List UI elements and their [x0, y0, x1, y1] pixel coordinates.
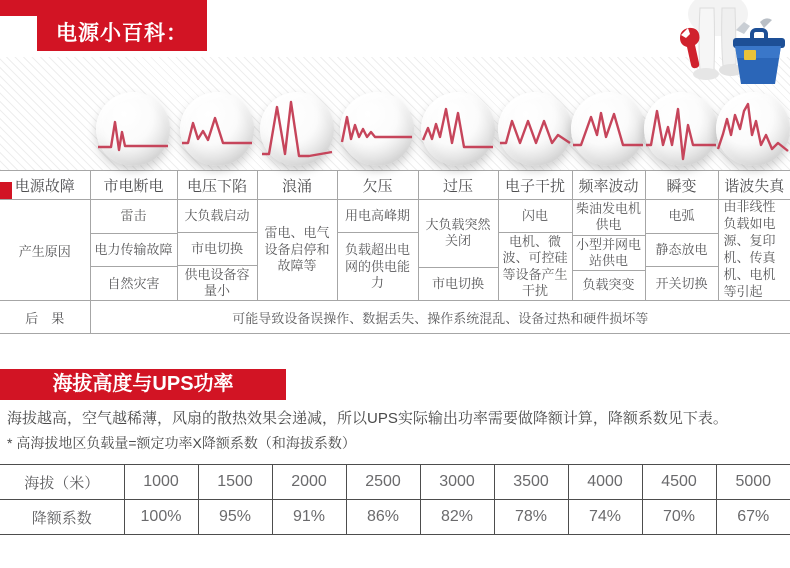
altitude-value: 1500	[198, 465, 272, 500]
factor-row-label: 降额系数	[0, 500, 124, 535]
harmonic-waveform-icon	[716, 92, 790, 166]
factor-value: 82%	[420, 500, 494, 535]
altitude-value: 5000	[716, 465, 790, 500]
undervoltage-waveform-icon	[340, 92, 414, 166]
col-header-transient: 瞬变	[645, 171, 718, 200]
causes-surge	[257, 200, 337, 301]
fault-sphere-blackout	[96, 92, 170, 166]
factor-value: 95%	[198, 500, 272, 535]
factor-value: 74%	[568, 500, 642, 535]
altitude-value: 1000	[124, 465, 198, 500]
factor-value: 70%	[642, 500, 716, 535]
causes-overvoltage	[418, 200, 498, 301]
cause-cell: 市电切换	[419, 267, 498, 300]
col-header-fault: 电源故障	[0, 171, 90, 200]
causes-blackout	[90, 200, 177, 301]
altitude-section-title: 海拔高度与UPS功率	[0, 369, 286, 400]
col-header-harmonic: 谐波失真	[718, 171, 790, 200]
cause-cell: 雷电、电气设备启停和故障等	[264, 224, 330, 274]
altitude-intro-text: 海拔越高，空气越稀薄，风扇的散热效果会递减，所以UPS实际输出功率需要做降额计算，降额系数见下表。	[7, 410, 728, 427]
page-title: 电源小百科：	[37, 16, 207, 51]
toolbox-icon	[733, 18, 785, 84]
cause-cell: 电弧	[668, 208, 695, 224]
cause-cell: 雷击	[120, 208, 147, 224]
frequency-waveform-icon	[571, 92, 645, 166]
col-header-blackout: 市电断电	[90, 171, 177, 200]
cause-cell: 电力传输故障	[91, 233, 177, 267]
cause-cell: 小型并网电站供电	[573, 235, 645, 271]
factor-value: 67%	[716, 500, 790, 535]
causes-sag	[177, 200, 257, 301]
col-header-sag: 电压下陷	[177, 171, 257, 200]
fault-sphere-overvoltage	[421, 92, 495, 166]
causes-harmonic	[718, 200, 790, 301]
cause-cell: 开关切换	[646, 266, 718, 300]
altitude-value: 4000	[568, 465, 642, 500]
factor-value: 86%	[346, 500, 420, 535]
banner-top-strip	[0, 0, 207, 16]
fault-table-causes-row	[0, 200, 790, 301]
altitude-value: 3000	[420, 465, 494, 500]
transient-waveform-icon	[644, 92, 718, 166]
cause-cell: 负载超出电网的供电能力	[338, 232, 418, 300]
factor-value: 91%	[272, 500, 346, 535]
sag-waveform-icon	[180, 92, 254, 166]
col-header-undervoltage: 欠压	[337, 171, 418, 200]
interference-waveform-icon	[498, 92, 572, 166]
col-header-overvoltage: 过压	[418, 171, 498, 200]
causes-transient	[645, 200, 718, 301]
fault-table-header-row	[0, 171, 790, 200]
power-fault-table	[0, 170, 790, 334]
causes-undervoltage	[337, 200, 418, 301]
altitude-derating-table	[0, 464, 790, 535]
altitude-value: 2000	[272, 465, 346, 500]
cause-cell: 柴油发电机供电	[575, 201, 641, 233]
cause-cell: 电机、微波、可控硅等设备产生干扰	[499, 232, 572, 300]
surge-waveform-icon	[260, 92, 334, 166]
fault-table-result-row	[0, 301, 790, 334]
altitude-value: 3500	[494, 465, 568, 500]
fault-sphere-transient	[644, 92, 718, 166]
fault-sphere-surge	[260, 92, 334, 166]
col-header-frequency: 频率波动	[572, 171, 645, 200]
factor-row	[0, 500, 790, 535]
fault-sphere-harmonic	[716, 92, 790, 166]
fault-sphere-undervoltage	[340, 92, 414, 166]
altitude-value: 2500	[346, 465, 420, 500]
cause-cell: 大负载启动	[184, 207, 250, 223]
cause-cell: 负载突变	[573, 270, 645, 300]
cause-cell: 市电切换	[178, 232, 257, 265]
result-row-label: 后 果	[0, 301, 90, 334]
factor-value: 78%	[494, 500, 568, 535]
causes-interference	[498, 200, 572, 301]
cause-cell: 用电高峰期	[344, 208, 410, 224]
fault-sphere-interference	[498, 92, 572, 166]
causes-row-label: 产生原因	[0, 200, 90, 301]
red-square-marker	[0, 182, 12, 199]
blackout-waveform-icon	[96, 92, 170, 166]
cause-cell: 闪电	[521, 207, 548, 223]
col-header-surge: 浪涌	[257, 171, 337, 200]
altitude-row-label: 海拔（米）	[0, 465, 124, 500]
cause-cell: 自然灾害	[91, 266, 177, 300]
overvoltage-waveform-icon	[421, 92, 495, 166]
altitude-row	[0, 465, 790, 500]
causes-frequency	[572, 200, 645, 301]
cause-cell: 静态放电	[646, 233, 718, 267]
cause-cell: 大负载突然关闭	[425, 217, 491, 249]
repairman-figure	[640, 0, 790, 92]
cause-cell: 供电设备容量小	[178, 265, 257, 301]
factor-value: 100%	[124, 500, 198, 535]
altitude-value: 4500	[642, 465, 716, 500]
col-header-interference: 电子干扰	[498, 171, 572, 200]
result-text: 可能导致设备误操作、数据丢失、操作系统混乱、设备过热和硬件损坏等	[90, 301, 790, 334]
fault-sphere-frequency	[571, 92, 645, 166]
red-wrench-icon	[680, 28, 700, 68]
fault-sphere-sag	[180, 92, 254, 166]
altitude-formula-note: * 高海拔地区负载量=额定功率X降额系数（和海拔系数）	[7, 435, 356, 451]
cause-cell: 由非线性负载如电源、复印机、传真机、电机等引起	[723, 199, 776, 299]
